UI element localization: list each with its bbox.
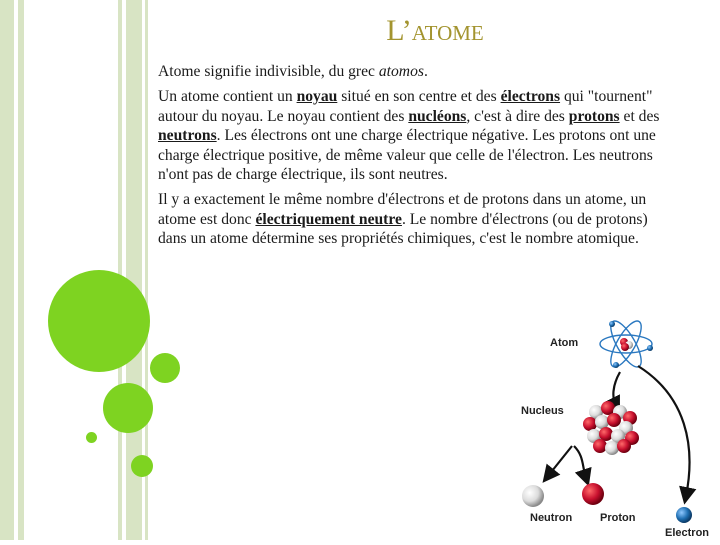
keyword-electriquement-neutre: électriquement neutre [255, 210, 402, 228]
atom-label: Atom [550, 337, 579, 349]
decor-circle-large [48, 270, 150, 372]
proton-particle [582, 483, 604, 505]
p1-text: Atome signifie indivisible, du grec [158, 63, 379, 80]
keyword-nucleons: nucléons [408, 107, 467, 125]
arrow-atom-to-nucleus [613, 372, 620, 406]
p1-end: . [423, 63, 428, 80]
p2-text-5: et des [619, 107, 660, 125]
arrow-atom-to-electron [638, 366, 690, 496]
p2-text-6: . Les électrons ont une charge électrique négative. Les protons ont une charge électrique positive, de même valeur que celle de l'électron. Les neutrons n'ont pas de charge électrique, ils sont neutres. [158, 127, 656, 184]
arrow-nucleus-to-proton [574, 446, 586, 478]
decor-circle-tiny [86, 432, 97, 443]
decor-circle-small-1 [150, 353, 180, 383]
p3-text-1: Il y a exactement le même nombre d'électrons et de protons dans un atome, un atome est donc [158, 191, 647, 228]
proton-label: Proton [600, 512, 636, 524]
neutron-label: Neutron [530, 512, 573, 524]
arrow-nucleus-to-neutron [548, 446, 572, 476]
paragraph-1 [158, 62, 680, 81]
keyword-protons: protons [568, 107, 620, 125]
p2-text-3: qui "tournent" autour du noyau. Le noyau contient des [158, 88, 653, 125]
p1-italic: atomos [378, 63, 424, 80]
decor-stripe-1 [0, 0, 14, 540]
p2-text-2: situé en son centre et des [337, 88, 501, 106]
p2-text-4: , c'est à dire des [466, 107, 569, 125]
atom-icon [600, 317, 653, 371]
nucleus-cluster [583, 401, 639, 455]
decor-circle-medium [103, 383, 153, 433]
p3-text-2: . Le nombre d'électrons (ou de protons) dans un atome détermine ses propriétés chimiques, c'est le nombre atomique. [158, 210, 648, 248]
atom-diagram-svg [508, 316, 720, 540]
paragraph-2 [158, 87, 680, 184]
decor-stripe-3 [118, 0, 122, 540]
p2-text-1: Un atome contient un [158, 88, 297, 106]
slide-body [158, 62, 680, 255]
neutron-particle [522, 485, 544, 507]
atom-diagram [508, 316, 720, 540]
keyword-noyau: noyau [296, 88, 338, 106]
paragraph-3 [158, 190, 680, 248]
nucleus-label: Nucleus [521, 405, 564, 417]
electron-label: Electron [665, 527, 710, 539]
keyword-neutrons: neutrons [158, 127, 217, 145]
decor-circle-small-2 [131, 455, 153, 477]
keyword-electrons: électrons [500, 88, 561, 106]
decor-stripe-2 [18, 0, 24, 540]
electron-particle [676, 507, 692, 523]
slide-title: L’atome [386, 14, 484, 47]
